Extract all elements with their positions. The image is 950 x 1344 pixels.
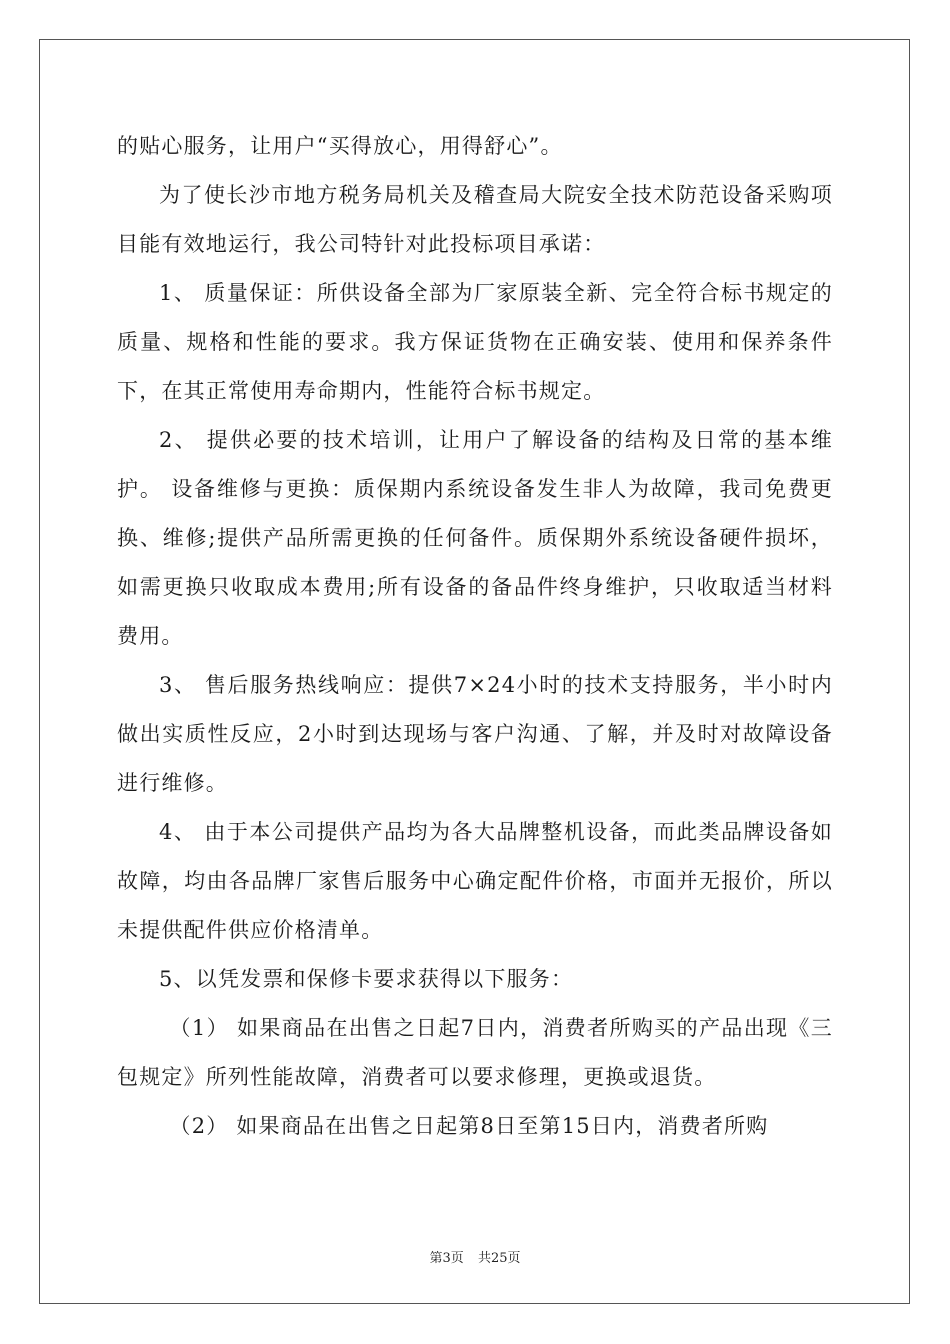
paragraph-intro: 为了使长沙市地方税务局机关及稽查局大院安全技术防范设备采购项目能有效地运行，我公司特针对此投标项目承诺： — [117, 183, 833, 256]
paragraph-sub-2: （2） 如果商品在出售之日起第8日至第15日内，消费者所购 — [169, 1114, 769, 1138]
document-body — [117, 122, 833, 1151]
paragraph-item-1: 1、 质量保证：所供设备全部为厂家原装全新、完全符合标书规定的质量、规格和性能的要求。我方保证货物在正确安装、使用和保养条件下，在其正常使用寿命期内，性能符合标书规定。 — [117, 281, 833, 403]
paragraph-item-3: 3、 售后服务热线响应：提供7×24小时的技术支持服务，半小时内做出实质性反应，2小时到达现场与客户沟通、了解，并及时对故障设备进行维修。 — [117, 673, 833, 795]
paragraph-sub-1: （1） 如果商品在出售之日起7日内，消费者所购买的产品出现《三包规定》所列性能故障，消费者可以要求修理，更换或退货。 — [117, 1016, 833, 1089]
paragraph-item-2: 2、 提供必要的技术培训，让用户了解设备的结构及日常的基本维护。 设备维修与更换：质保期内系统设备发生非人为故障，我司免费更换、维修;提供产品所需更换的任何备件。质保期外系统设备硬件损坏，如需更换只收取成本费用;所有设备的备品件终身维护，只收取适当材料费用。 — [117, 428, 833, 648]
page-total: 共25页 — [477, 1251, 521, 1266]
page-number: 第3页 — [429, 1251, 464, 1266]
paragraph-item-4: 4、 由于本公司提供产品均为各大品牌整机设备，而此类品牌设备如故障，均由各品牌厂家售后服务中心确定配件价格，市面并无报价，所以未提供配件供应价格清单。 — [117, 820, 833, 942]
page-footer — [0, 1247, 950, 1266]
paragraph-item-5: 5、以凭发票和保修卡要求获得以下服务： — [159, 967, 574, 991]
paragraph-continuation: 的贴心服务，让用户“买得放心，用得舒心”。 — [117, 134, 563, 158]
